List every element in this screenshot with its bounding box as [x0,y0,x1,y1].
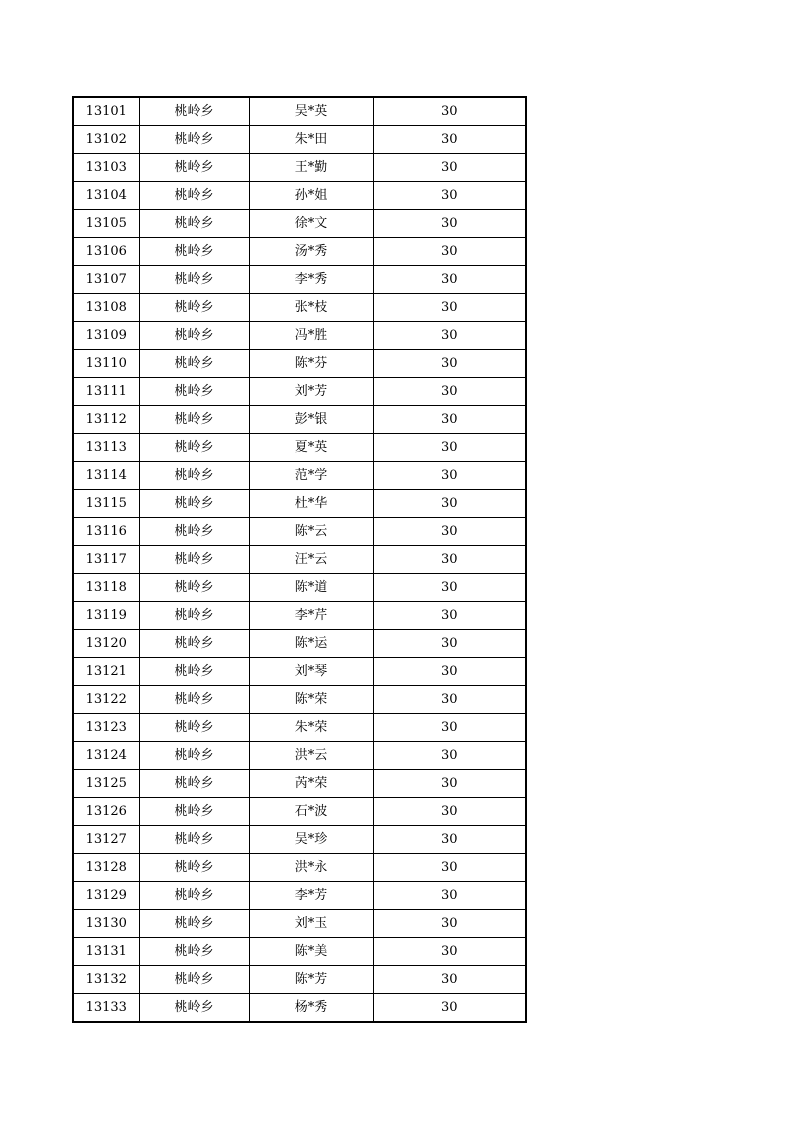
table-row [73,714,526,742]
table-row [73,994,526,1023]
amount-cell: 30 [373,97,526,126]
township-cell: 桃岭乡 [139,462,249,490]
table-row [73,798,526,826]
data-table [72,96,527,1023]
row-id-cell: 13118 [73,574,139,602]
amount-cell: 30 [373,602,526,630]
row-id-cell: 13127 [73,826,139,854]
amount-cell: 30 [373,266,526,294]
name-cell: 彭*银 [249,406,373,434]
row-id-cell: 13109 [73,322,139,350]
amount-cell: 30 [373,574,526,602]
name-cell: 孙*姐 [249,182,373,210]
row-id-cell: 13111 [73,378,139,406]
amount-cell: 30 [373,154,526,182]
row-id-cell: 13115 [73,490,139,518]
amount-cell: 30 [373,742,526,770]
name-cell: 陈*运 [249,630,373,658]
row-id-cell: 13125 [73,770,139,798]
amount-cell: 30 [373,630,526,658]
row-id-cell: 13130 [73,910,139,938]
amount-cell: 30 [373,938,526,966]
name-cell: 陈*芬 [249,350,373,378]
row-id-cell: 13124 [73,742,139,770]
table-row [73,770,526,798]
table-row [73,126,526,154]
row-id-cell: 13128 [73,854,139,882]
township-cell: 桃岭乡 [139,434,249,462]
township-cell: 桃岭乡 [139,910,249,938]
township-cell: 桃岭乡 [139,322,249,350]
name-cell: 刘*玉 [249,910,373,938]
row-id-cell: 13129 [73,882,139,910]
township-cell: 桃岭乡 [139,126,249,154]
row-id-cell: 13101 [73,97,139,126]
township-cell: 桃岭乡 [139,602,249,630]
name-cell: 杨*秀 [249,994,373,1023]
row-id-cell: 13104 [73,182,139,210]
row-id-cell: 13117 [73,546,139,574]
table-row [73,826,526,854]
name-cell: 李*芹 [249,602,373,630]
name-cell: 李*芳 [249,882,373,910]
amount-cell: 30 [373,182,526,210]
name-cell: 朱*荣 [249,714,373,742]
amount-cell: 30 [373,994,526,1023]
name-cell: 吴*珍 [249,826,373,854]
name-cell: 洪*云 [249,742,373,770]
name-cell: 范*学 [249,462,373,490]
table-row [73,966,526,994]
row-id-cell: 13105 [73,210,139,238]
amount-cell: 30 [373,546,526,574]
amount-cell: 30 [373,686,526,714]
amount-cell: 30 [373,238,526,266]
township-cell: 桃岭乡 [139,770,249,798]
name-cell: 朱*田 [249,126,373,154]
row-id-cell: 13106 [73,238,139,266]
name-cell: 杜*华 [249,490,373,518]
amount-cell: 30 [373,210,526,238]
amount-cell: 30 [373,350,526,378]
table-row [73,518,526,546]
amount-cell: 30 [373,490,526,518]
township-cell: 桃岭乡 [139,238,249,266]
township-cell: 桃岭乡 [139,994,249,1023]
township-cell: 桃岭乡 [139,658,249,686]
name-cell: 冯*胜 [249,322,373,350]
amount-cell: 30 [373,126,526,154]
row-id-cell: 13131 [73,938,139,966]
amount-cell: 30 [373,462,526,490]
table-row [73,490,526,518]
amount-cell: 30 [373,882,526,910]
amount-cell: 30 [373,322,526,350]
township-cell: 桃岭乡 [139,742,249,770]
township-cell: 桃岭乡 [139,826,249,854]
table-row [73,182,526,210]
row-id-cell: 13122 [73,686,139,714]
row-id-cell: 13120 [73,630,139,658]
amount-cell: 30 [373,854,526,882]
row-id-cell: 13114 [73,462,139,490]
township-cell: 桃岭乡 [139,546,249,574]
table-row [73,742,526,770]
township-cell: 桃岭乡 [139,154,249,182]
row-id-cell: 13102 [73,126,139,154]
amount-cell: 30 [373,378,526,406]
township-cell: 桃岭乡 [139,714,249,742]
amount-cell: 30 [373,714,526,742]
table-row [73,154,526,182]
name-cell: 李*秀 [249,266,373,294]
name-cell: 陈*美 [249,938,373,966]
amount-cell: 30 [373,658,526,686]
amount-cell: 30 [373,518,526,546]
township-cell: 桃岭乡 [139,686,249,714]
row-id-cell: 13133 [73,994,139,1023]
row-id-cell: 13121 [73,658,139,686]
name-cell: 陈*芳 [249,966,373,994]
table-row [73,97,526,126]
amount-cell: 30 [373,826,526,854]
name-cell: 吴*英 [249,97,373,126]
name-cell: 刘*琴 [249,658,373,686]
table-row [73,686,526,714]
table-row [73,210,526,238]
row-id-cell: 13123 [73,714,139,742]
row-id-cell: 13132 [73,966,139,994]
table-row [73,434,526,462]
name-cell: 陈*荣 [249,686,373,714]
row-id-cell: 13110 [73,350,139,378]
township-cell: 桃岭乡 [139,490,249,518]
row-id-cell: 13112 [73,406,139,434]
table-row [73,658,526,686]
table-row [73,266,526,294]
row-id-cell: 13126 [73,798,139,826]
row-id-cell: 13107 [73,266,139,294]
table-row [73,378,526,406]
township-cell: 桃岭乡 [139,518,249,546]
row-id-cell: 13103 [73,154,139,182]
township-cell: 桃岭乡 [139,406,249,434]
township-cell: 桃岭乡 [139,966,249,994]
row-id-cell: 13113 [73,434,139,462]
amount-cell: 30 [373,294,526,322]
name-cell: 张*枝 [249,294,373,322]
township-cell: 桃岭乡 [139,378,249,406]
table-row [73,406,526,434]
amount-cell: 30 [373,910,526,938]
township-cell: 桃岭乡 [139,350,249,378]
table-row [73,854,526,882]
amount-cell: 30 [373,770,526,798]
table-row [73,882,526,910]
name-cell: 石*波 [249,798,373,826]
name-cell: 徐*文 [249,210,373,238]
name-cell: 芮*荣 [249,770,373,798]
table-row [73,294,526,322]
amount-cell: 30 [373,966,526,994]
amount-cell: 30 [373,406,526,434]
table-row [73,574,526,602]
township-cell: 桃岭乡 [139,854,249,882]
name-cell: 汪*云 [249,546,373,574]
table-row [73,462,526,490]
table-row [73,630,526,658]
name-cell: 洪*永 [249,854,373,882]
township-cell: 桃岭乡 [139,97,249,126]
table-row [73,238,526,266]
township-cell: 桃岭乡 [139,210,249,238]
township-cell: 桃岭乡 [139,574,249,602]
name-cell: 夏*英 [249,434,373,462]
row-id-cell: 13108 [73,294,139,322]
table-row [73,910,526,938]
table-row [73,602,526,630]
township-cell: 桃岭乡 [139,182,249,210]
name-cell: 陈*道 [249,574,373,602]
township-cell: 桃岭乡 [139,630,249,658]
township-cell: 桃岭乡 [139,938,249,966]
amount-cell: 30 [373,434,526,462]
township-cell: 桃岭乡 [139,294,249,322]
township-cell: 桃岭乡 [139,798,249,826]
township-cell: 桃岭乡 [139,266,249,294]
table-row [73,546,526,574]
township-cell: 桃岭乡 [139,882,249,910]
table-row [73,938,526,966]
row-id-cell: 13116 [73,518,139,546]
name-cell: 汤*秀 [249,238,373,266]
row-id-cell: 13119 [73,602,139,630]
name-cell: 刘*芳 [249,378,373,406]
name-cell: 王*勤 [249,154,373,182]
name-cell: 陈*云 [249,518,373,546]
table-body [73,97,526,1022]
table-row [73,322,526,350]
table-row [73,350,526,378]
amount-cell: 30 [373,798,526,826]
